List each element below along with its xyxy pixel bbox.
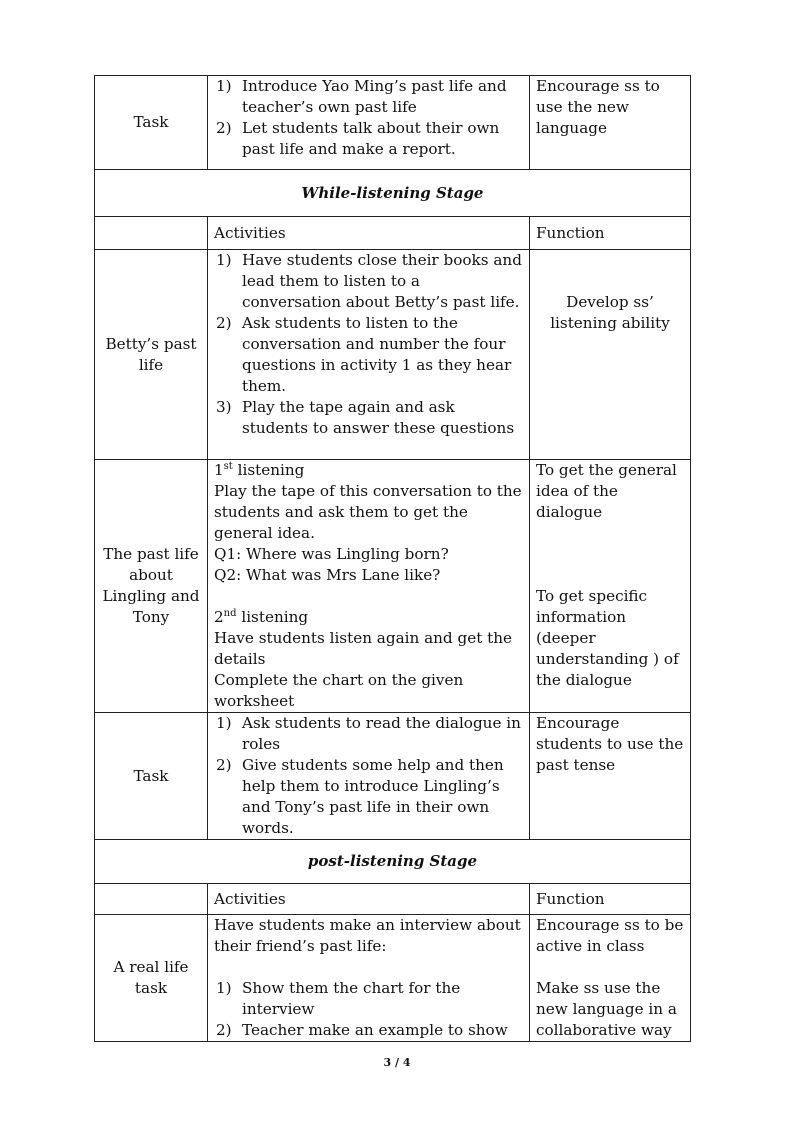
function-cell (530, 460, 691, 713)
function-cell: Encourage ss to use the new language (530, 76, 691, 170)
lesson-plan-table (94, 75, 691, 1042)
stage-label: A real life task (95, 915, 208, 1042)
activities-cell (208, 915, 530, 1042)
stage-label: Betty’s past life (95, 250, 208, 460)
activities-header: Activities (208, 884, 530, 915)
list-item: 1) Have students close their books and lead them to listen to a conversation about Betty’s past life. (216, 251, 522, 311)
task-row (95, 76, 691, 170)
real-life-intro: Have students make an interview about their friend’s past life: (214, 916, 521, 955)
function-header: Function (530, 884, 691, 915)
function-collaborative: Make ss use the new language in a collaborative way (536, 979, 677, 1039)
function-cell (530, 915, 691, 1042)
first-listening-heading: 1st listening (214, 460, 305, 479)
list-item: 2) Give students some help and then help them to introduce Lingling’s and Tony’s past life in their own words. (216, 756, 504, 837)
post-listening-heading: post-listening Stage (95, 840, 691, 884)
task-row (95, 713, 691, 840)
first-listening-text: Play the tape of this conversation to the students and ask them to get the general idea. (214, 482, 522, 542)
function-general: To get the general idea of the dialogue (536, 461, 677, 521)
question-2: Q2: What was Mrs Lane like? (214, 566, 441, 584)
list-item: 1) Ask students to read the dialogue in roles (216, 714, 521, 753)
list-item: 3) Play the tape again and ask students to answer these questions (216, 398, 515, 437)
stage-label: The past life about Lingling and Tony (95, 460, 208, 713)
second-listening-text: Have students listen again and get the details (214, 629, 512, 668)
function-active: Encourage ss to be active in class (536, 916, 684, 955)
list-item: 2) Let students talk about their own past life and make a report. (216, 119, 500, 158)
activities-cell (208, 460, 530, 713)
function-header: Function (530, 217, 691, 250)
activities-cell (208, 713, 530, 840)
betty-row (95, 250, 691, 460)
activities-cell (208, 250, 530, 460)
activities-cell (208, 76, 530, 170)
second-listening-text-2: Complete the chart on the given worksheet (214, 671, 464, 710)
empty-header-cell (95, 884, 208, 915)
stage-heading-row (95, 840, 691, 884)
list-item: 2) Ask students to listen to the conversation and number the four questions in activity 1 as they hear them. (216, 314, 512, 395)
empty-header-cell (95, 217, 208, 250)
real-life-row (95, 915, 691, 1042)
lingling-row (95, 460, 691, 713)
page-number: 3 / 4 (383, 1056, 411, 1069)
list-item: 1) Show them the chart for the interview (216, 979, 461, 1018)
list-item: 1) Introduce Yao Ming’s past life and teacher’s own past life (216, 77, 507, 116)
while-listening-heading: While-listening Stage (95, 170, 691, 217)
stage-label: Task (95, 713, 208, 840)
stage-label: Task (95, 76, 208, 170)
second-listening-heading: 2nd listening (214, 607, 309, 626)
activities-header: Activities (208, 217, 530, 250)
function-cell: Encourage students to use the past tense (530, 713, 691, 840)
list-item: 2) Teacher make an example to show (216, 1021, 508, 1039)
header-row (95, 217, 691, 250)
function-specific: To get specific information (deeper understanding ) of the dialogue (536, 587, 679, 689)
stage-heading-row (95, 170, 691, 217)
header-row (95, 884, 691, 915)
function-cell: Develop ss’ listening ability (530, 250, 691, 460)
question-1: Q1: Where was Lingling born? (214, 545, 449, 563)
